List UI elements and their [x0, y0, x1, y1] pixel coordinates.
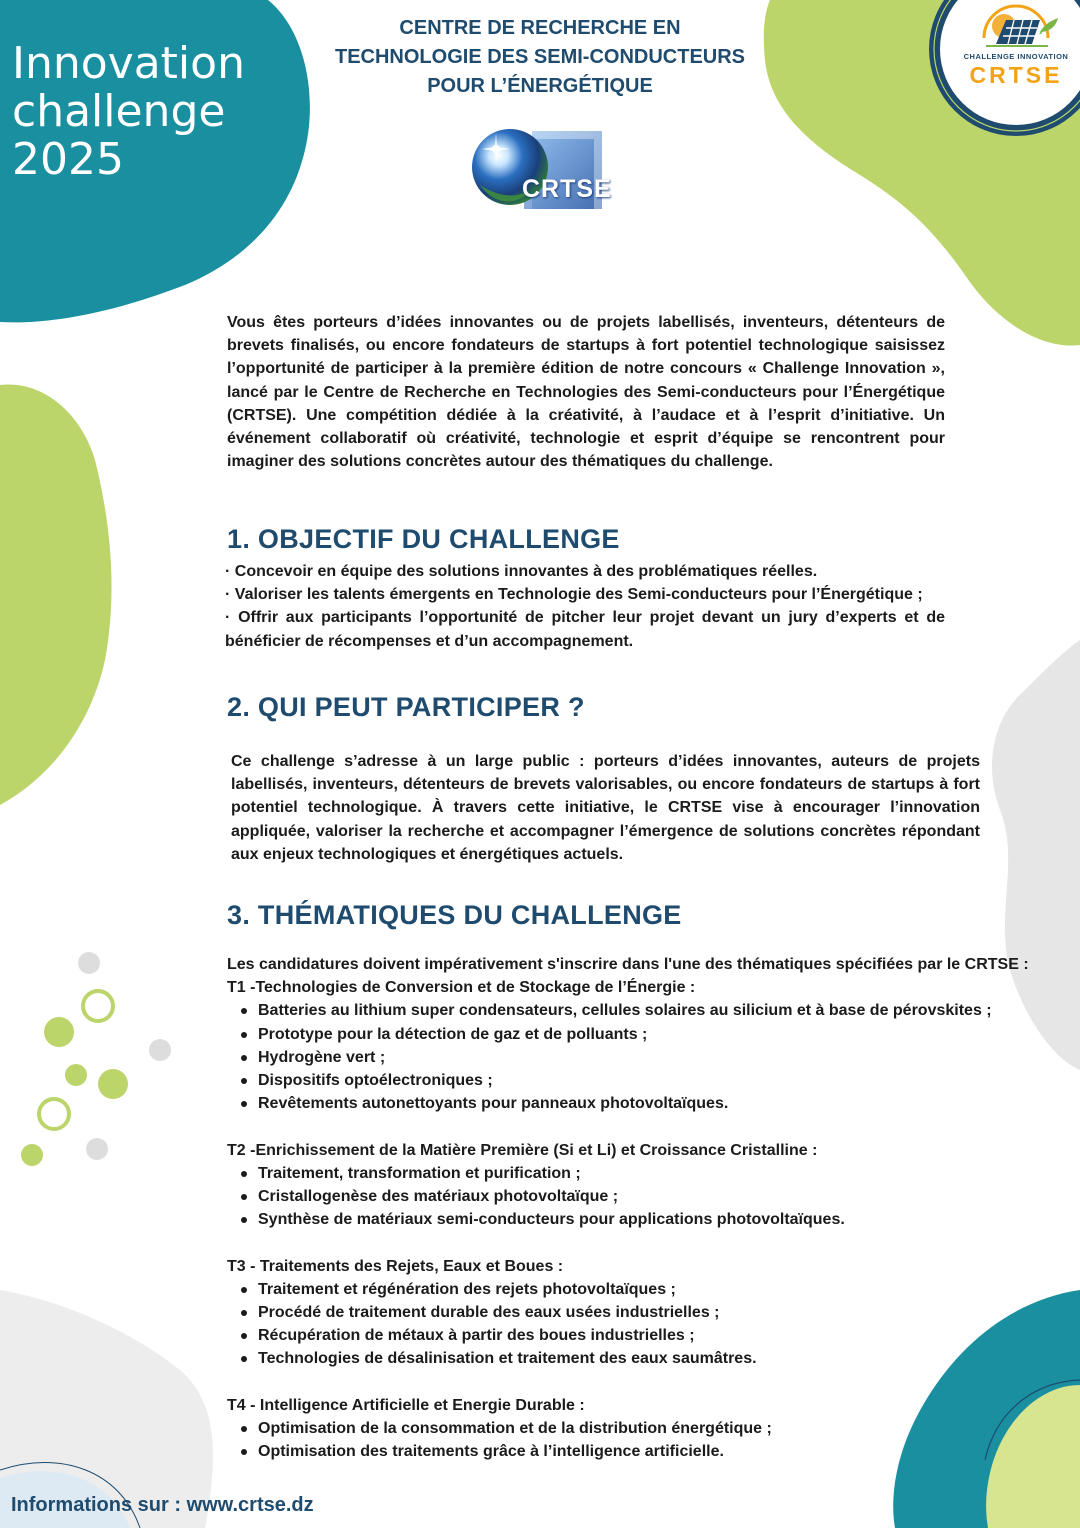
- themes-block: [227, 953, 1067, 1463]
- list-item: Prototype pour la détection de gaz et de polluants ;: [227, 1023, 1067, 1046]
- objective-list: [225, 560, 945, 653]
- dot-grey-1: [78, 952, 100, 974]
- dot-lime-4: [21, 1144, 43, 1166]
- theme-t3-list: [227, 1278, 1067, 1371]
- theme-t2-list: [227, 1162, 1067, 1232]
- objective-item: · Valoriser les talents émergents en Technologie des Semi-conducteurs pour l’Énergétique ;: [225, 586, 923, 604]
- list-item: Traitement et régénération des rejets photovoltaïques ;: [227, 1278, 1067, 1301]
- list-item: Hydrogène vert ;: [227, 1046, 1067, 1069]
- list-item: Synthèse de matériaux semi-conducteurs pour applications photovoltaïques.: [227, 1208, 1067, 1231]
- participants-paragraph: Ce challenge s’adresse à un large public : porteurs d’idées innovantes, auteurs de projets labellisés, inventeurs, détenteurs de brevets valorisables, ou encore fondateurs de startups à fort potentiel technologique. À travers cette initiative, le CRTSE vise à encourager l’innovation appliquée, valoriser la recherche et accompagner l’émergence de solutions concrètes répondant aux enjeux technologiques et énergétiques actuels.: [231, 753, 980, 863]
- list-item: Procédé de traitement durable des eaux usées industrielles ;: [227, 1301, 1067, 1324]
- dot-lime-2: [65, 1064, 87, 1086]
- crtse-logo-text: CRTSE: [522, 175, 612, 203]
- challenge-innovation-badge: [948, 4, 1080, 96]
- footer-info-link[interactable]: Informations sur : www.crtse.dz: [11, 1494, 314, 1516]
- dot-grey-2: [149, 1039, 171, 1061]
- poster-title: [12, 40, 272, 184]
- list-item: Récupération de métaux à partir des boues industrielles ;: [227, 1324, 1067, 1347]
- list-item: Optimisation des traitements grâce à l’intelligence artificielle.: [227, 1440, 1067, 1463]
- themes-heading: 3. THÉMATIQUES DU CHALLENGE: [227, 900, 682, 930]
- badge-line-2: CRTSE: [969, 62, 1063, 88]
- badge-line-1: CHALLENGE INNOVATION: [963, 52, 1069, 61]
- list-item: Traitement, transformation et purification ;: [227, 1162, 1067, 1185]
- participants-heading: 2. QUI PEUT PARTICIPER ?: [227, 692, 585, 722]
- theme-t2-title: T2 -Enrichissement de la Matière Première (Si et Li) et Croissance Cristalline :: [227, 1141, 818, 1159]
- theme-t3-title: T3 - Traitements des Rejets, Eaux et Boues :: [227, 1257, 564, 1275]
- list-item: Cristallogenèse des matériaux photovoltaïque ;: [227, 1185, 1067, 1208]
- list-item: Batteries au lithium super condensateurs, cellules solaires au silicium et à base de pérovskites ;: [227, 999, 1067, 1022]
- list-item: Optimisation de la consommation et de la distribution énergétique ;: [227, 1417, 1067, 1440]
- solar-panel-icon: [948, 4, 1080, 52]
- poster-title-line-2: challenge: [12, 86, 226, 137]
- themes-intro: Les candidatures doivent impérativement s'inscrire dans l'une des thématiques spécifiées par le CRTSE :: [227, 956, 1029, 973]
- list-item: Revêtements autonettoyants pour panneaux photovoltaïques.: [227, 1092, 1067, 1115]
- theme-t4-list: [227, 1417, 1067, 1463]
- list-item: Dispositifs optoélectroniques ;: [227, 1069, 1067, 1092]
- poster-title-line-1: Innovation: [12, 38, 245, 89]
- dot-lime-3: [98, 1069, 128, 1099]
- list-item: Technologies de désalinisation et traitement des eaux saumâtres.: [227, 1347, 1067, 1370]
- objective-item: · Concevoir en équipe des solutions innovantes à des problématiques réelles.: [225, 563, 818, 580]
- theme-t1-title: T1 -Technologies de Conversion et de Stockage de l’Énergie :: [227, 979, 696, 997]
- dot-lime-1: [44, 1017, 74, 1047]
- ring-lime-2: [39, 1099, 69, 1129]
- theme-t4-title: T4 - Intelligence Artificielle et Energie Durable :: [227, 1396, 585, 1414]
- ring-lime-1: [83, 991, 113, 1021]
- poster-title-line-3: 2025: [12, 134, 124, 185]
- crtse-logo: [470, 115, 615, 223]
- intro-paragraph: Vous êtes porteurs d’idées innovantes ou de projets labellisés, inventeurs, détenteurs de brevets finalisés, ou encore fondateurs de startups à fort potentiel technologique saisissez l’opportunité de participer à la première édition de notre concours « Challenge Innovation », lancé par le Centre de Recherche en Technologies des Semi-conducteurs pour l’Énergétique (CRTSE). Une compétition dédiée à la créativité, à l’audace et à l’esprit d’initiative. Un événement collaboratif où créativité, technologie et esprit d’équipe se rencontrent pour imaginer des solutions concrètes autour des thématiques du challenge.: [227, 314, 945, 471]
- lime-blob-left: [0, 384, 112, 805]
- organization-title: CENTRE DE RECHERCHE EN TECHNOLOGIE DES SEMI-CONDUCTEURS POUR L’ÉNERGÉTIQUE: [334, 17, 746, 97]
- dot-grey-3: [86, 1138, 108, 1160]
- objective-item: · Offrir aux participants l’opportunité de pitcher leur projet devant un jury d’experts et de bénéficier de récompenses et d’un accompagnement.: [225, 609, 945, 650]
- theme-t1-list: [227, 999, 1067, 1115]
- objective-heading: 1. OBJECTIF DU CHALLENGE: [227, 524, 620, 554]
